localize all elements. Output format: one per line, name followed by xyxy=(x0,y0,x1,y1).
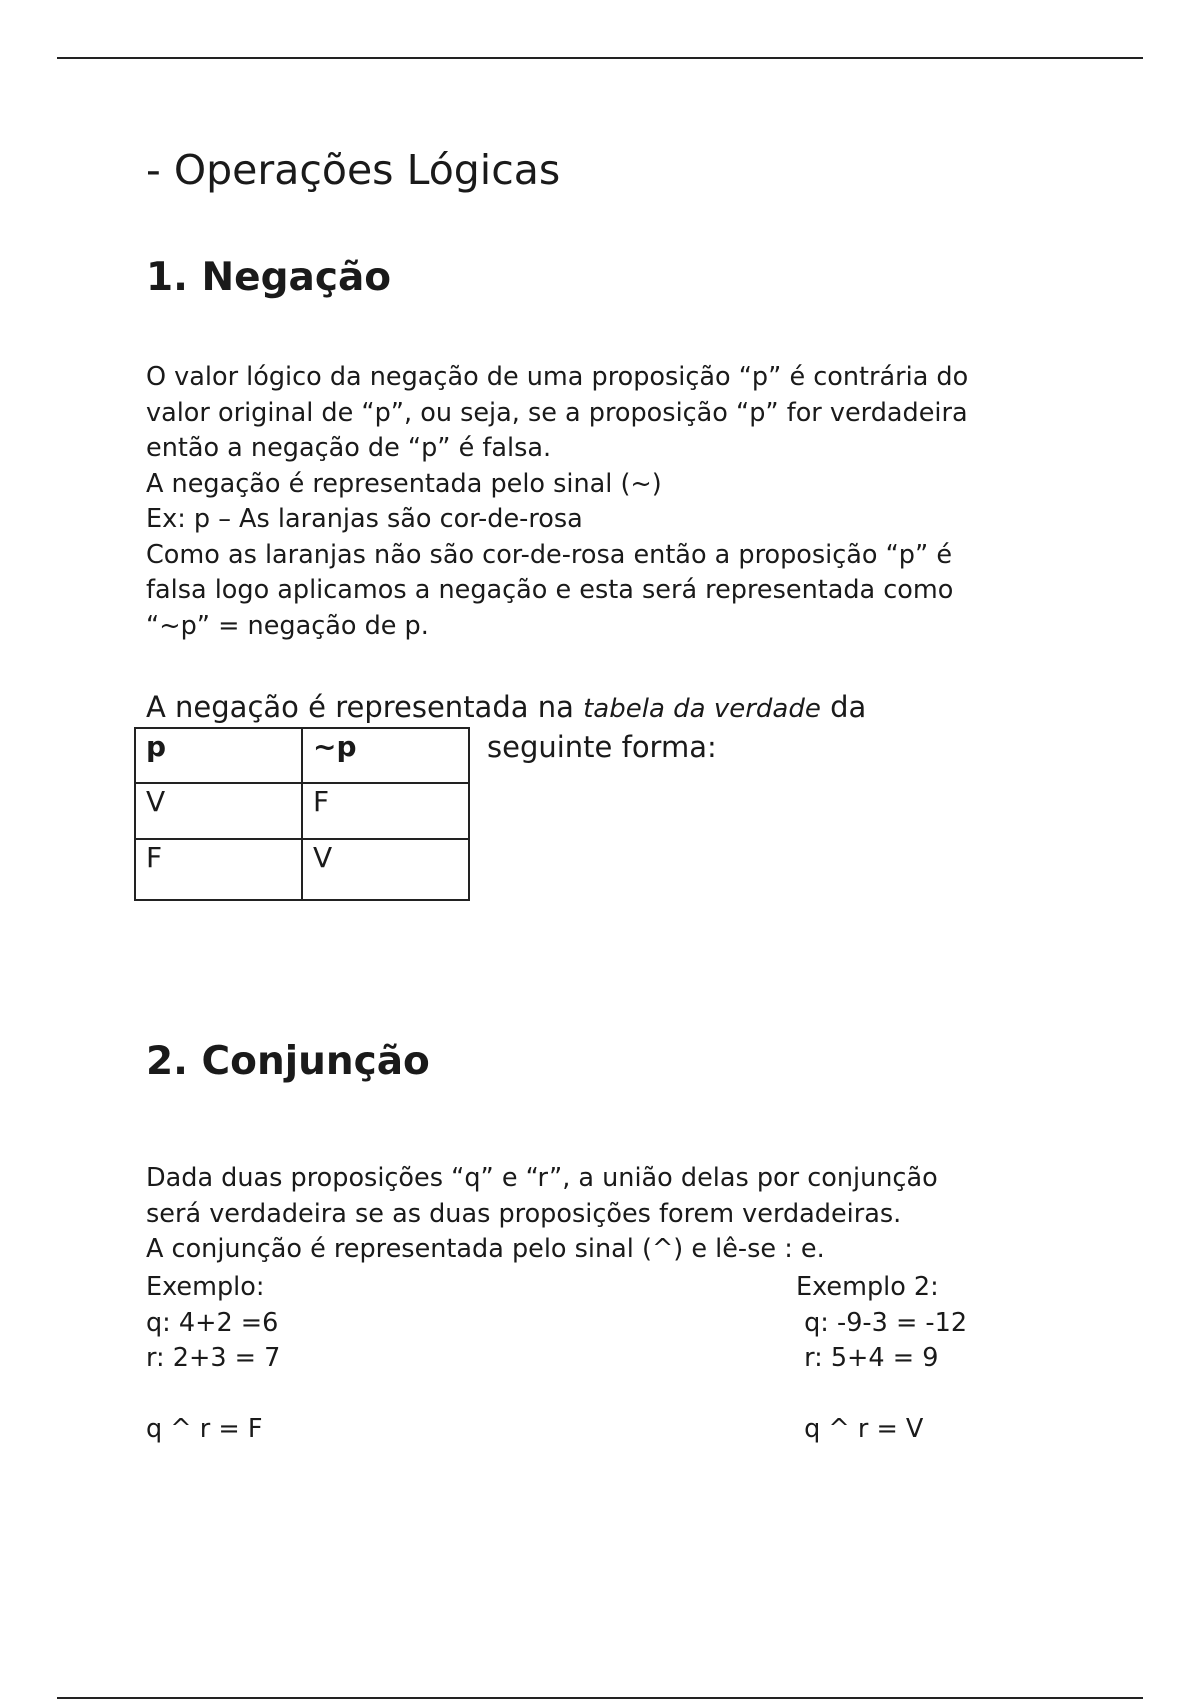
conjuncao-line: Dada duas proposições “q” e “r”, a união delas por conjunção xyxy=(146,1163,938,1193)
negacao-line: A negação é representada pelo sinal (~) xyxy=(146,468,662,499)
example-2-label: Exemplo 2: xyxy=(796,1272,939,1302)
table-header-row xyxy=(135,728,469,783)
example-2-result: q ^ r = V xyxy=(796,1413,924,1444)
example-1-result: q ^ r = F xyxy=(146,1413,263,1444)
section-heading-negacao: 1. Negação xyxy=(146,255,392,300)
conjuncao-line: A conjunção é representada pelo sinal (^) e lê-se : e. xyxy=(146,1234,825,1264)
example-2-q: q: -9-3 = -12 xyxy=(796,1307,968,1338)
negacao-line: Ex: p – As laranjas são cor-de-rosa xyxy=(146,504,583,534)
example-1-r: r: 2+3 = 7 xyxy=(146,1343,281,1373)
example-1-q: q: 4+2 =6 xyxy=(146,1307,279,1338)
negacao-line: então a negação de “p” é falsa. xyxy=(146,433,552,463)
truth-table-intro xyxy=(146,688,866,728)
example-1-label: Exemplo: xyxy=(146,1272,265,1302)
truth-table-intro-continuation: seguinte forma: xyxy=(487,730,717,764)
example-2-r: r: 5+4 = 9 xyxy=(796,1343,939,1373)
conjuncao-paragraph xyxy=(146,1161,938,1268)
conjuncao-line: será verdadeira se as duas proposições forem verdadeiras. xyxy=(146,1198,902,1229)
page-title: - Operações Lógicas xyxy=(146,146,561,194)
table-cell: V xyxy=(302,839,469,900)
truth-table-intro-text-end: da xyxy=(820,690,867,724)
negacao-line: Como as laranjas não são cor-de-rosa então a proposição “p” é xyxy=(146,539,953,570)
negacao-truth-table xyxy=(134,727,470,901)
example-1 xyxy=(146,1270,280,1447)
table-header-cell: p xyxy=(135,728,302,783)
table-cell: F xyxy=(135,839,302,900)
table-header-cell: ~p xyxy=(302,728,469,783)
table-row xyxy=(135,783,469,839)
table-cell: F xyxy=(302,783,469,839)
negacao-paragraph xyxy=(146,360,968,644)
truth-table-intro-italic: tabela da verdade xyxy=(583,694,821,724)
top-rule xyxy=(57,57,1143,59)
example-2 xyxy=(796,1270,967,1447)
table-row xyxy=(135,839,469,900)
negacao-line: “~p” = negação de p. xyxy=(146,610,429,641)
bottom-rule xyxy=(57,1697,1143,1699)
negacao-line: O valor lógico da negação de uma proposição “p” é contrária do xyxy=(146,362,969,392)
section-heading-conjuncao: 2. Conjunção xyxy=(146,1039,430,1084)
truth-table-intro-text: A negação é representada na xyxy=(146,690,584,724)
negacao-line: falsa logo aplicamos a negação e esta será representada como xyxy=(146,575,954,605)
table-cell: V xyxy=(135,783,302,839)
negacao-line: valor original de “p”, ou seja, se a proposição “p” for verdadeira xyxy=(146,397,968,428)
